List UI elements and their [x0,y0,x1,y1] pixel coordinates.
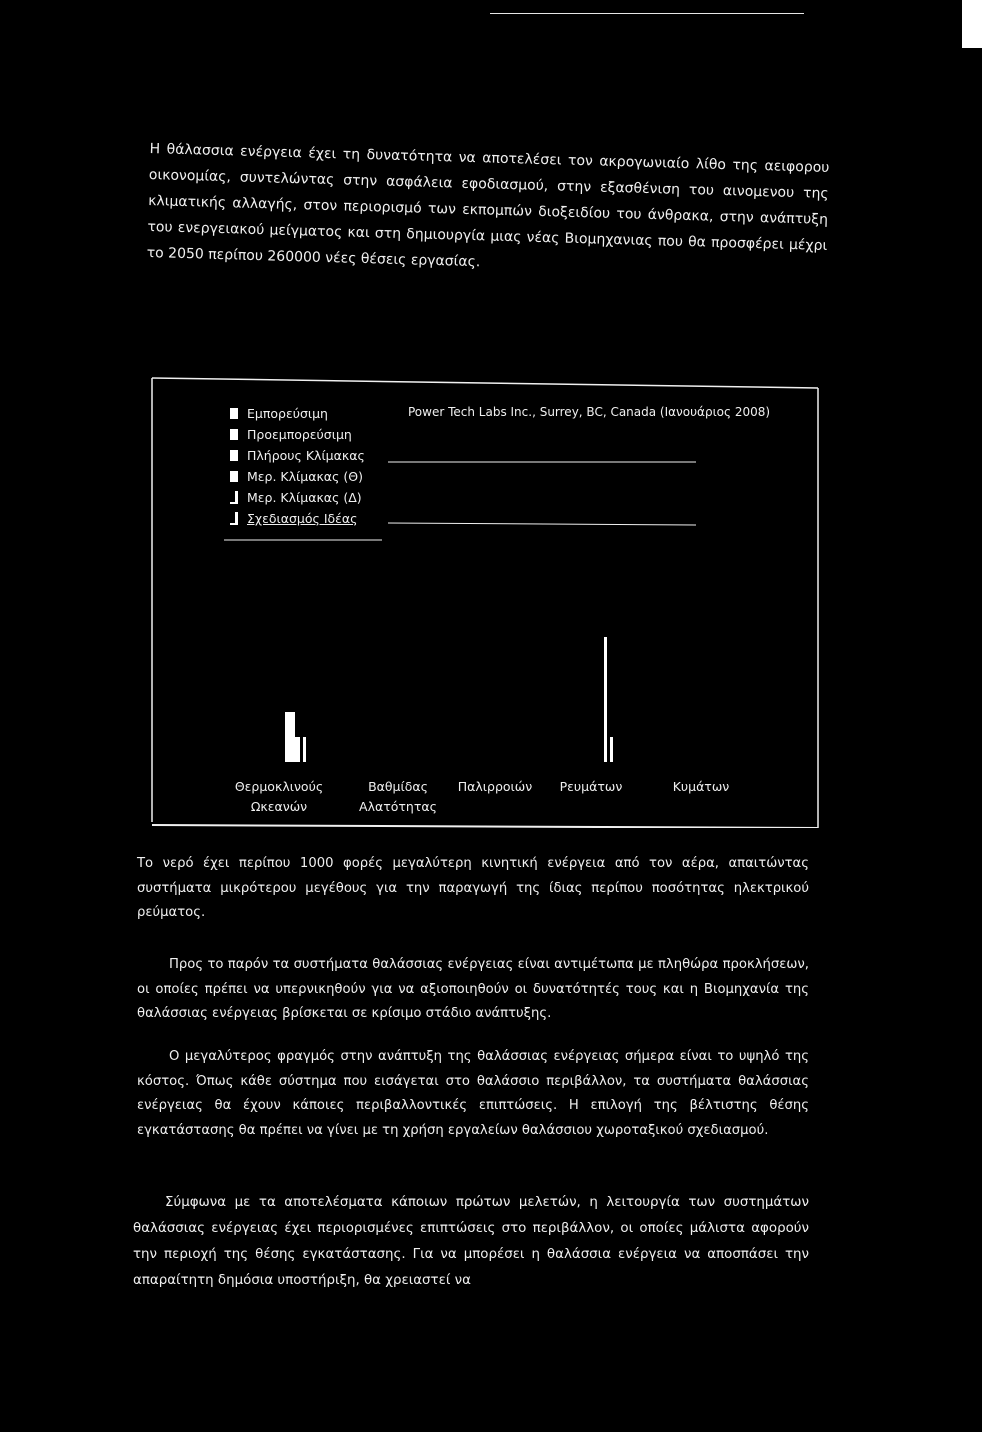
category-label [641,777,761,797]
category-label [531,777,651,797]
legend-swatch [230,429,238,440]
legend-item [230,466,365,487]
chart-frame-bottom [152,825,818,828]
category-label-line: Βαθμίδας [368,779,428,794]
category-label-line: Ωκεανών [250,799,308,814]
marine-energy-chart [150,376,820,828]
chart-frame-top [152,378,818,388]
category-label-line: Ρευμάτων [559,779,623,794]
bar-5-0 [303,737,306,762]
legend-label: Μερ. Κλίμακας (Θ) [247,469,363,484]
legend-swatch [230,491,238,504]
legend-label: Προεμπορεύσιμη [247,427,352,442]
chart-legend [230,403,365,529]
category-label-line: Κυμάτων [672,779,730,794]
legend-item [230,508,365,529]
paragraph-1: Το νερό έχει περίπου 1000 φορές μεγαλύτερη κινητική ενέργεια από τον αέρα, απαιτώντας συστήματα μικρότερου μεγέθους για την παραγωγή της ίδιας περίπου ποσότητας ηλεκτρικού ρεύματος. [137,856,809,920]
legend-label: Μερ. Κλίμακας (Δ) [247,490,362,505]
legend-swatch [230,471,238,482]
legend-item [230,424,365,445]
category-label-line: Θερμοκλινούς [234,779,324,794]
legend-rule [388,523,696,525]
legend-item [230,487,365,508]
category-label-line: Αλατότητας [359,799,437,814]
category-label [219,777,339,817]
page-edge-mark [962,0,982,48]
header-rule [490,13,804,14]
paragraph-2: Προς το παρόν τα συστήματα θαλάσσιας ενέργειας είναι αντιμέτωπα με πληθώρα προκλήσεων, οι οποίες πρέπει να υπερνικηθούν για να αξιοποιηθούν οι δυνατότητές τους και η Βιομηχανία της θαλάσσιας ενέργειας βρίσκεται σε κρίσιμο στάδιο ανάπτυξης. [137,957,809,1021]
legend-item [230,403,365,424]
category-label-line: Παλιρροιών [457,779,533,794]
chart-source: Power Tech Labs Inc., Surrey, BC, Canada (Ιανουάριος 2008) [408,405,771,419]
bar-5-3 [610,737,613,762]
legend-label: Εμπορεύσιμη [247,406,328,421]
bar-4-0 [297,737,300,762]
legend-swatch [230,450,238,461]
legend-label: Σχεδιασμός Ιδέας [247,511,358,526]
legend-item [230,445,365,466]
bar-4-3 [604,637,607,762]
legend-label: Πλήρους Κλίμακας [247,448,365,463]
paragraph-4: Σύμφωνα με τα αποτελέσματα κάποιων πρώτων μελετών, η λειτουργία των συστημάτων θαλάσσιας ενέργειας έχει περιορισμένες επιπτώσεις στο περιβάλλον, οι οποίες μάλιστα αφορούν την περιοχή της θέσης εγκατάστασης. Για να μπορέσει η θαλάσσια ενέργεια να αποσπάσει την απαραίτητη δημόσια υποστήριξη, θα χρειαστεί να [133,1195,809,1288]
paragraph-3: Ο μεγαλύτερος φραγμός στην ανάπτυξη της θαλάσσιας ενέργειας σήμερα είναι το υψηλό της κόστος. Όπως κάθε σύστημα που εισάγεται στο θαλάσσιο περιβάλλον, τα συστήματα θαλάσσιας ενέργειας θα έχουν κάποιες περιβαλλοντικές επιπτώσεις. Η επιλογή της βέλτιστης θέσης εγκατάστασης θα πρέπει να γίνει με τη χρήση εργαλείων θαλάσσιου χωροταξικού σχεδιασμού. [137,1049,809,1138]
intro-paragraph: Η θάλασσια ενέργεια έχει τη δυνατότητα να αποτελέσει τον ακρογωνιαίο λίθο της αειφορου οικονομίας, συντελώντας στην ασφάλεια εφοδιασμού, στην εξασθένιση του αινομενου της κλιματικής αλλαγής, στον περιορισμό των εκπομπών διοξειδίου του άνθρακα, στην ανάπτυξη του ενεργειακού μείγματος και στη δημιουργία μιας νέας Βιομηχανιας που θα προσφέρει μέχρι το 2050 περίπου 260000 νέες θέσεις εργασίας. [146,140,830,271]
legend-swatch [230,408,238,419]
legend-swatch [230,512,238,525]
